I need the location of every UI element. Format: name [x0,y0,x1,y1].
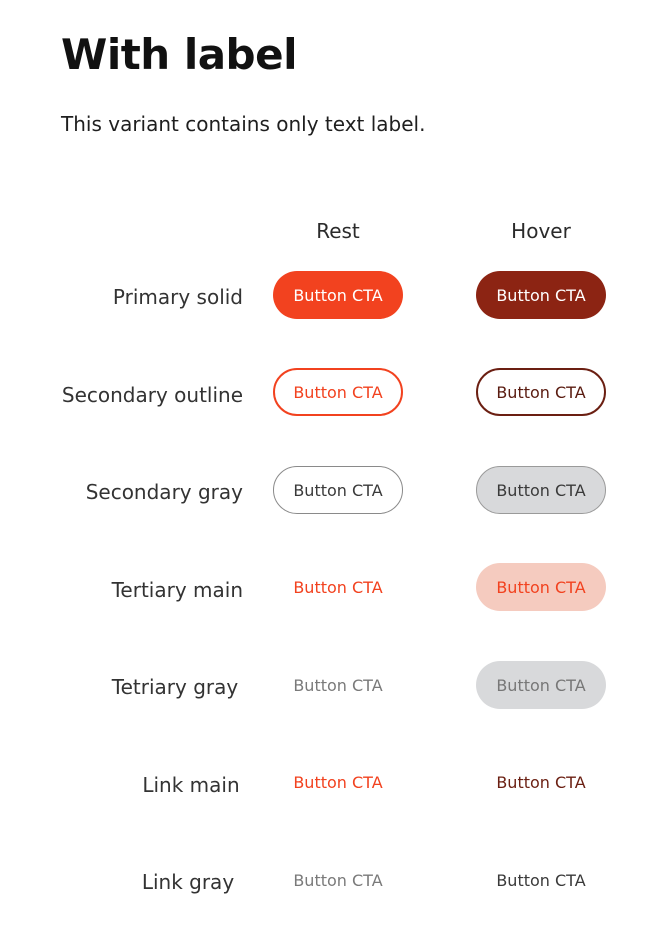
column-header-hover: Hover [511,219,571,243]
row-label-tertiary-main: Tertiary main [111,578,243,602]
primary-solid-rest-button[interactable]: Button CTA [273,271,403,319]
row-label-secondary-gray: Secondary gray [85,480,243,504]
row-label-link-main: Link main [142,773,240,797]
link-gray-hover-button[interactable]: Button CTA [476,856,606,904]
column-header-rest: Rest [316,219,360,243]
secondary-outline-rest-button[interactable]: Button CTA [273,368,403,416]
page-description: This variant contains only text label. [61,112,426,136]
secondary-gray-rest-button[interactable]: Button CTA [273,466,403,514]
link-main-hover-button[interactable]: Button CTA [476,758,606,806]
row-label-tertiary-gray: Tetriary gray [111,675,239,699]
secondary-outline-hover-button[interactable]: Button CTA [476,368,606,416]
row-label-primary-solid: Primary solid [112,285,243,309]
row-label-link-gray: Link gray [141,870,235,894]
link-main-rest-button[interactable]: Button CTA [273,758,403,806]
tertiary-gray-hover-button[interactable]: Button CTA [476,661,606,709]
primary-solid-hover-button[interactable]: Button CTA [476,271,606,319]
secondary-gray-hover-button[interactable]: Button CTA [476,466,606,514]
page-title: With label [61,30,298,79]
tertiary-main-rest-button[interactable]: Button CTA [273,563,403,611]
tertiary-gray-rest-button[interactable]: Button CTA [273,661,403,709]
tertiary-main-hover-button[interactable]: Button CTA [476,563,606,611]
link-gray-rest-button[interactable]: Button CTA [273,856,403,904]
row-label-secondary-outline: Secondary outline [61,383,243,407]
